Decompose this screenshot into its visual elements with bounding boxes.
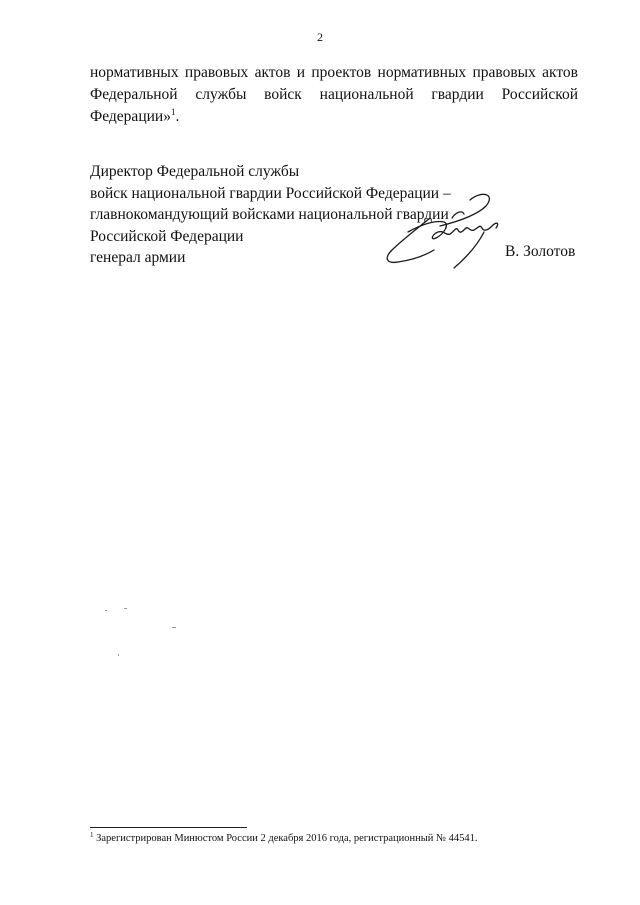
signer-title-line-1: Директор Федеральной службы <box>90 163 300 180</box>
signer-rank: генерал армии <box>90 249 186 266</box>
scan-speck <box>105 610 107 611</box>
body-line-2: Федеральной службы войск национальной гвардии Российской <box>90 86 578 103</box>
page-number: 2 <box>317 30 323 44</box>
footnote-text: Зарегистрирован Минюстом России 2 декабря 2016 года, регистрационный № 44541. <box>96 833 478 844</box>
footnote-mark: 1 <box>90 831 94 839</box>
body-line-1: нормативных правовых актов и проектов нормативных правовых актов <box>90 64 578 81</box>
body-line-3-text: Федерации» <box>90 108 171 125</box>
body-paragraph <box>90 62 578 128</box>
signer-title-line-3: главнокомандующий войсками национальной гвардии <box>90 206 449 223</box>
signer-title-line-4: Российской Федерации <box>90 227 244 245</box>
footnote-reference: 1 <box>170 107 176 117</box>
footnote <box>90 833 478 844</box>
scan-speck <box>118 654 119 656</box>
body-line-3: Федерации»$^1$. <box>90 107 180 125</box>
signer-title-line-2: войск национальной гвардии Российской Федерации – <box>90 184 451 202</box>
scan-speck <box>124 608 127 609</box>
footnote-divider <box>90 827 247 828</box>
signer-name: В. Золотов <box>505 243 576 260</box>
handwritten-signature <box>378 188 508 278</box>
scan-speck <box>172 627 176 628</box>
